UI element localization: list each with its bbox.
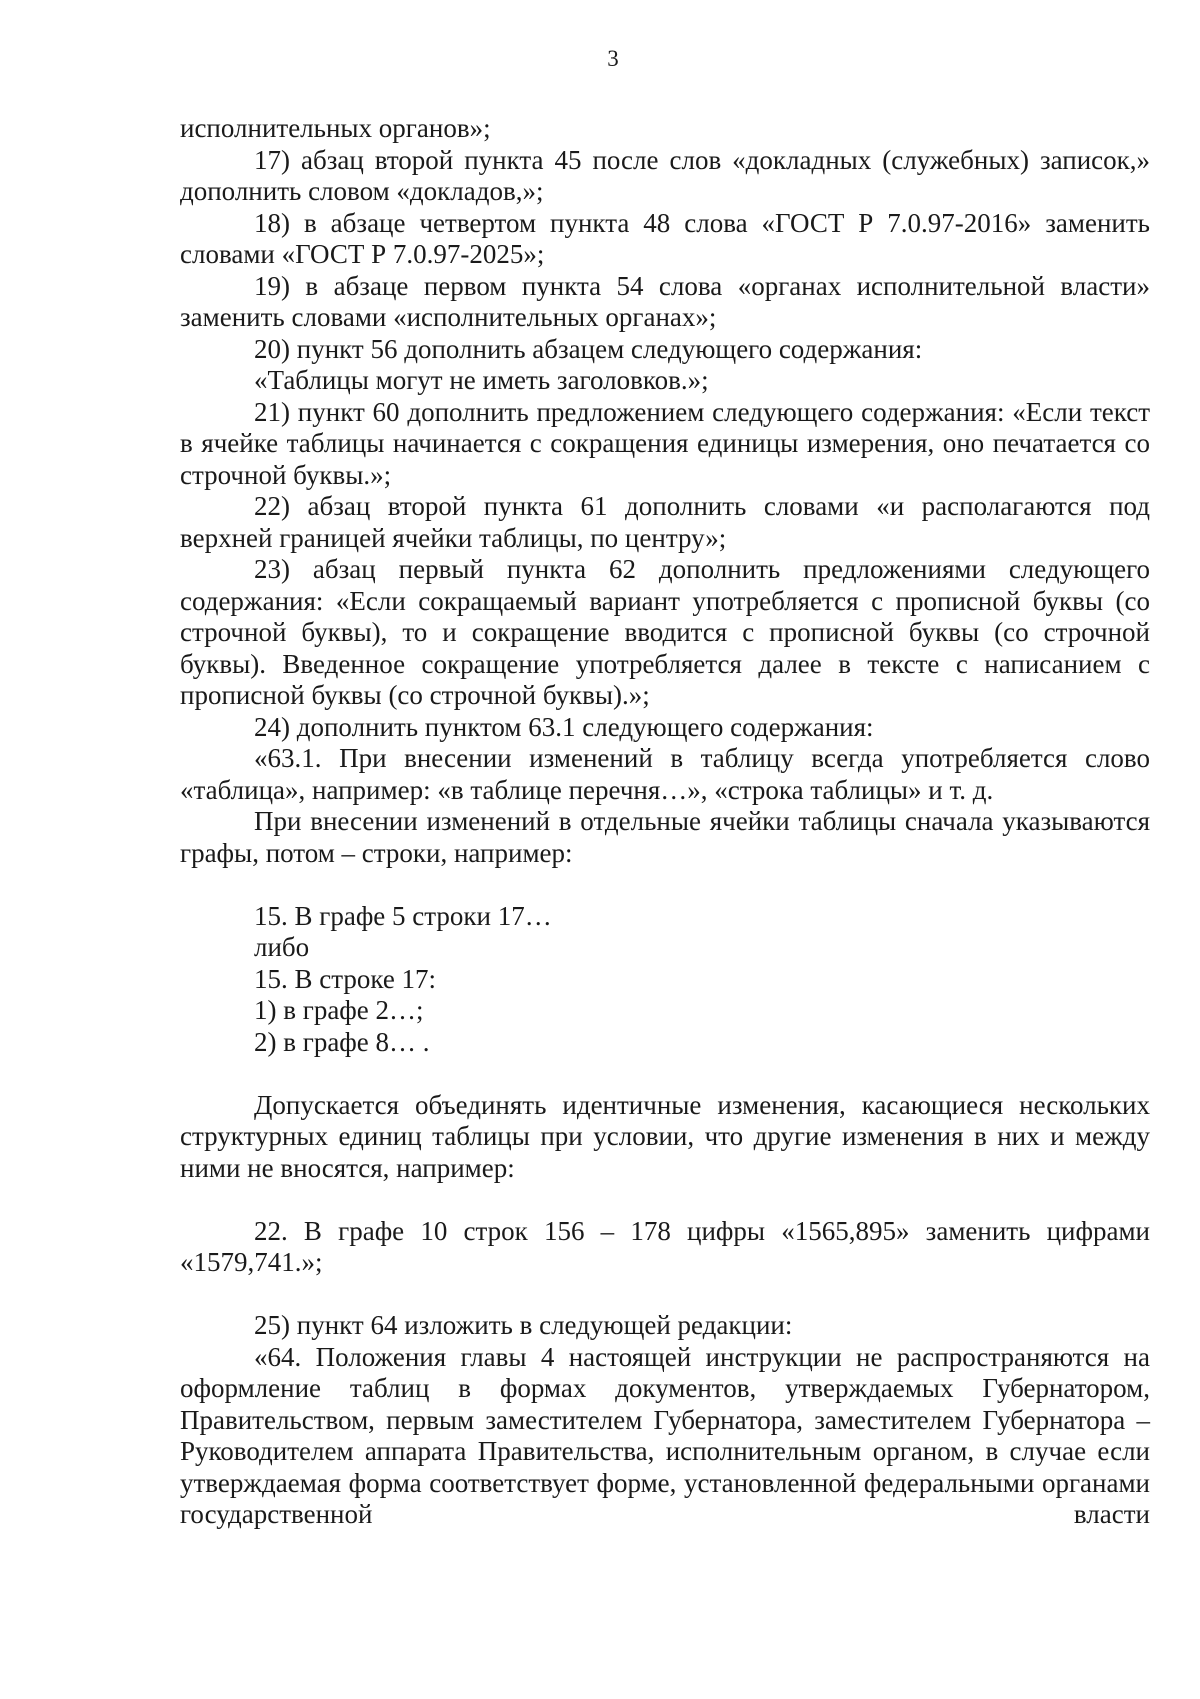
paragraph-item-19: 19) в абзаце первом пункта 54 слова «органах исполнительной власти» заменить словами «исполнительных органах»; — [180, 270, 1150, 332]
example-line: либо — [254, 932, 310, 962]
example-paragraph: 22. В графе 10 строк 156 – 178 цифры «1565,895» заменить цифрами «1579,741.»; — [180, 1215, 1150, 1277]
paragraph-item-18: 18) в абзаце четвертом пункта 48 слова «ГОСТ Р 7.0.97-2016» заменить словами «ГОСТ Р 7.0.97-2025»; — [180, 207, 1150, 269]
spacer — [180, 1058, 1150, 1090]
paragraph-item-21: 21) пункт 60 дополнить предложением следующего содержания: «Если текст в ячейке таблицы начинается с сокращения единицы измерения, оно печатается со строчной буквы.»; — [180, 396, 1150, 490]
paragraph-item-23: 23) абзац первый пункта 62 дополнить предложениями следующего содержания: «Если сокращаемый вариант употребляется с прописной буквы (со строчной буквы), то и сокращение вводится с прописной буквы (со строчной буквы). Введенное сокращение употребляется далее в тексте с написанием с прописной буквы (со строчной буквы).»; — [180, 554, 1150, 710]
paragraph-continuation: исполнительных органов»; — [180, 113, 491, 143]
paragraph-item-24-columns-rows: При внесении изменений в отдельные ячейки таблицы сначала указываются графы, потом – строки, например: — [180, 806, 1150, 868]
paragraph-item-24-merge: Допускается объединять идентичные изменения, касающиеся нескольких структурных единиц таблицы при условии, что другие изменения в них и между ними не вносятся, например: — [180, 1089, 1150, 1183]
spacer — [180, 1184, 1150, 1216]
spacer — [180, 869, 1150, 901]
paragraph-item-25-quote: «64. Положения главы 4 настоящей инструкции не распространяются на оформление таблиц в формах документов, утверждаемых Губернатором, Правительством, первым заместителем Губернатора, заместителем Губернатора – Руководителем аппарата Правительства, исполнительным органом, в случае если утверждаемая форма соответствует форме, установленной федеральными органами государственной власти — [180, 1341, 1150, 1529]
example-line: 2) в графе 8… . — [254, 1026, 430, 1057]
spacer — [180, 1279, 1150, 1311]
paragraph-item-20-quote: «Таблицы могут не иметь заголовков.»; — [254, 365, 709, 395]
page-number: 3 — [607, 46, 619, 71]
example-line: 1) в графе 2…; — [254, 995, 424, 1025]
paragraph-item-17: 17) абзац второй пункта 45 после слов «докладных (служебных) записок,» дополнить словом «докладов,»; — [180, 144, 1150, 206]
paragraph-item-20: 20) пункт 56 дополнить абзацем следующего содержания: — [254, 333, 923, 364]
document-body — [180, 113, 1150, 1531]
example-line: 15. В графе 5 строки 17… — [254, 900, 552, 931]
paragraph-item-22: 22) абзац второй пункта 61 дополнить словами «и располагаются под верхней границей ячейки таблицы, по центру»; — [180, 491, 1150, 553]
paragraph-item-24-quote: «63.1. При внесении изменений в таблицу всегда употребляется слово «таблица», например: «в таблице перечня…», «строка таблицы» и т. д. — [180, 743, 1150, 805]
example-line: 15. В строке 17: — [254, 963, 437, 994]
paragraph-item-25: 25) пункт 64 изложить в следующей редакции: — [254, 1310, 793, 1340]
paragraph-item-24: 24) дополнить пунктом 63.1 следующего содержания: — [254, 711, 874, 742]
